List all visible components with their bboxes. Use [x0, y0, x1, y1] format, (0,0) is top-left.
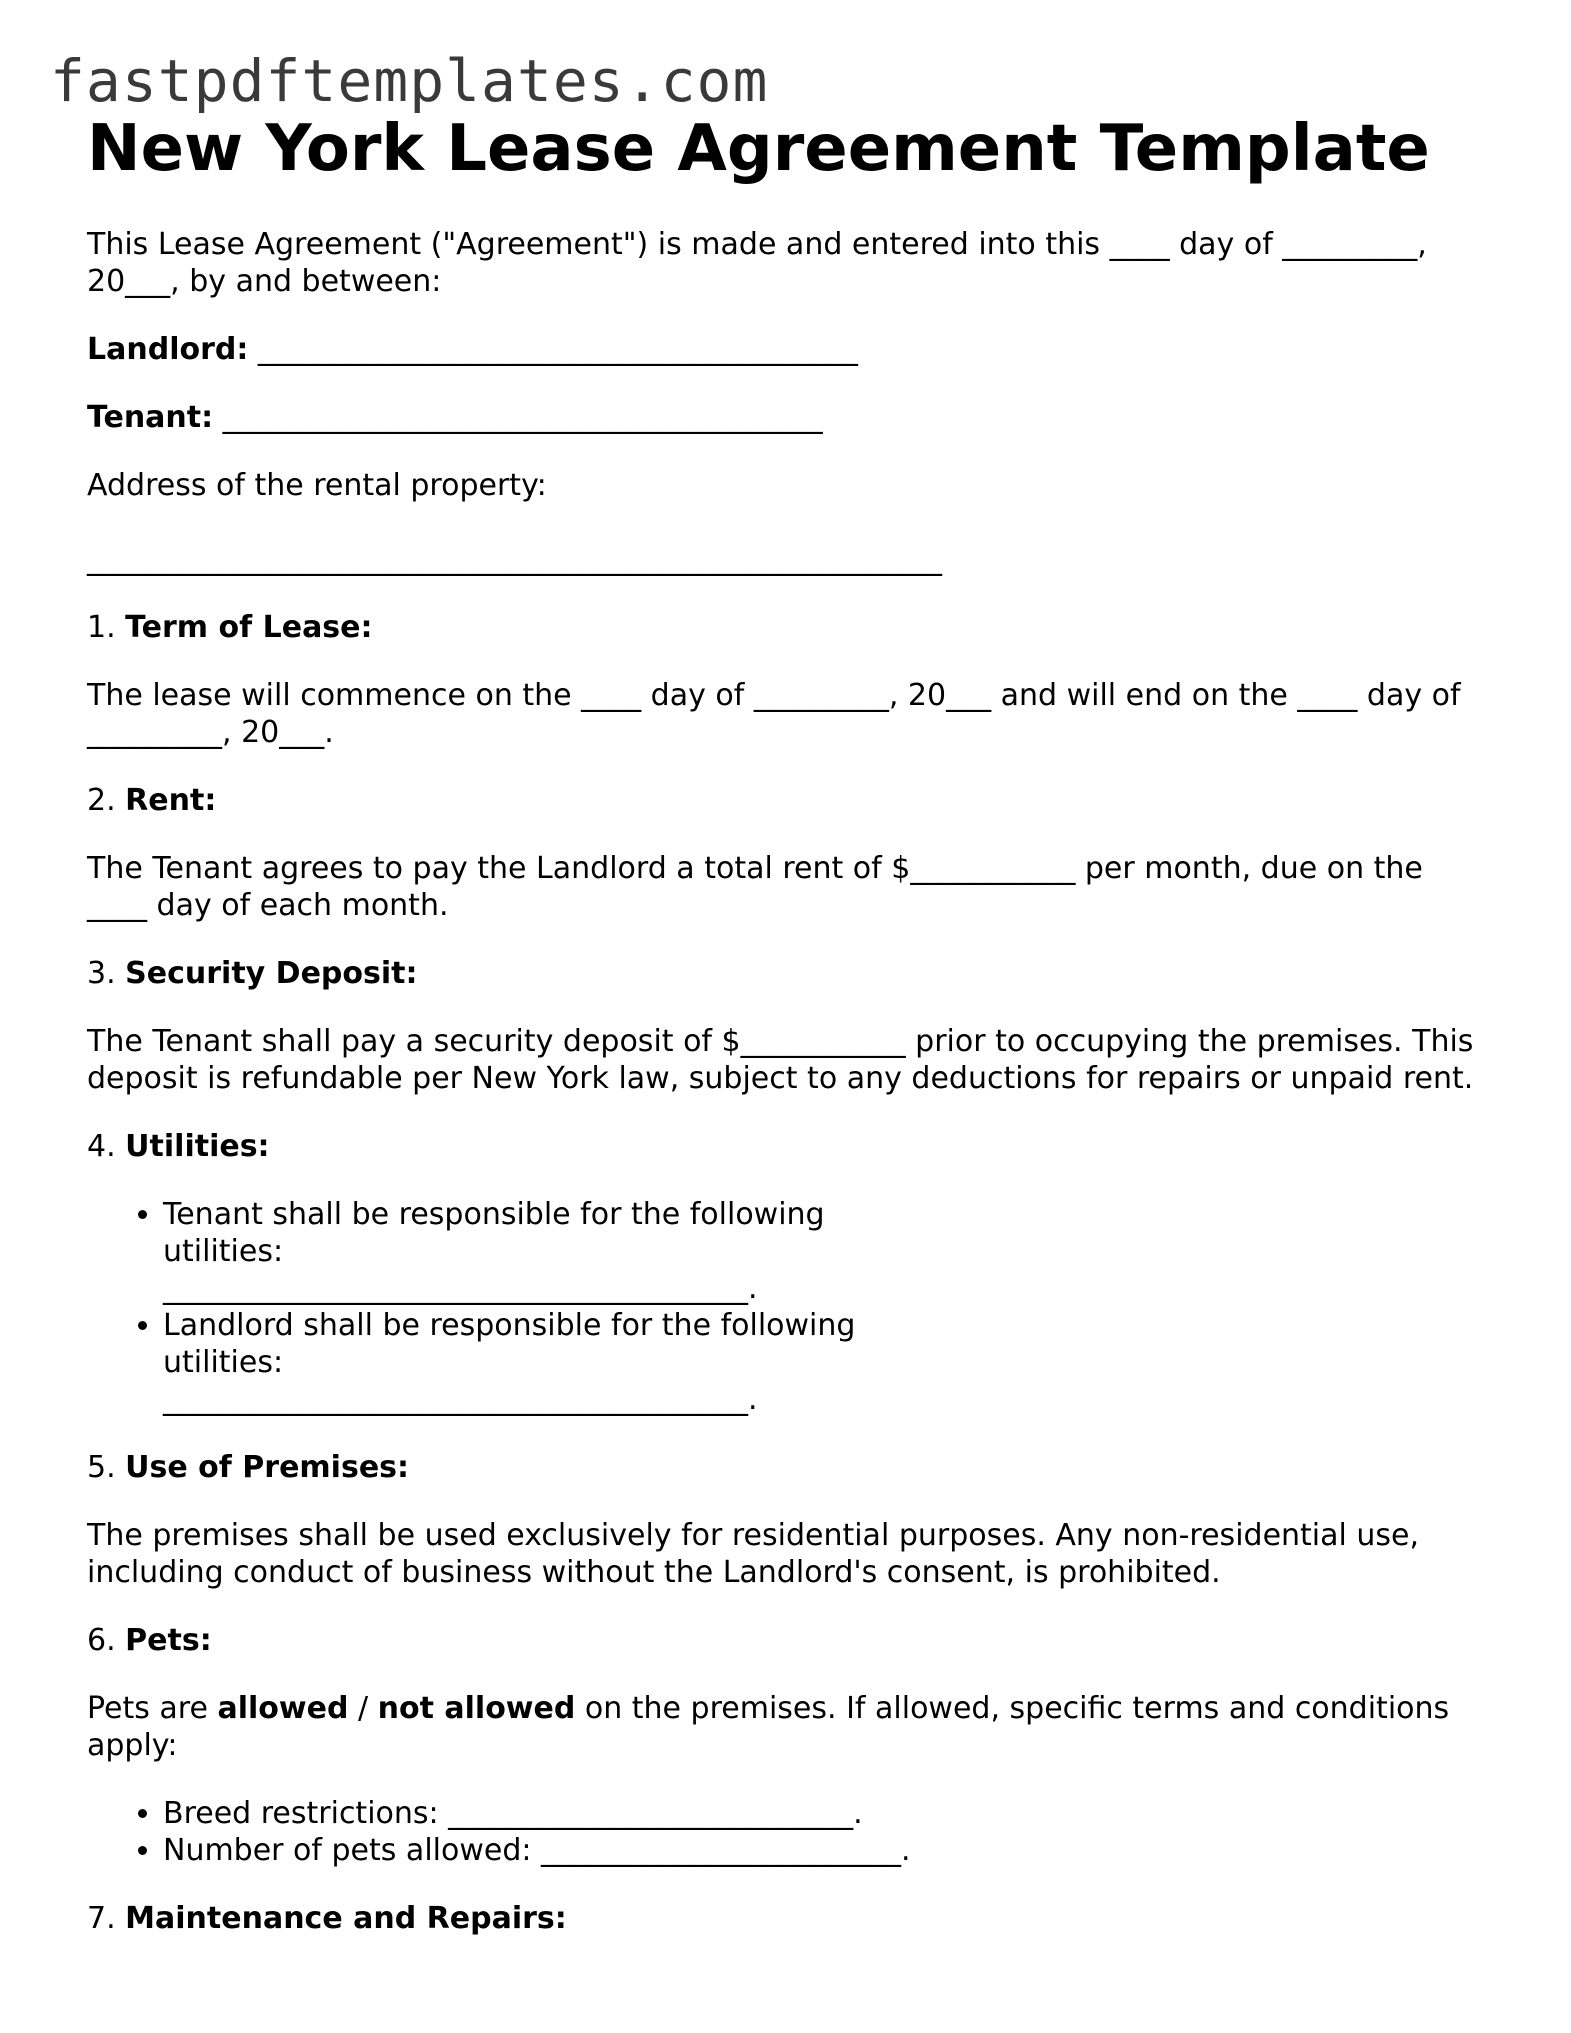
section-term-text: The lease will commence on the ____ day of _________, 20___ and will end on the ____ day of _________, 20___. — [87, 678, 1461, 750]
page-title: New York Lease Agreement Template — [87, 112, 1430, 186]
landlord-label: Landlord: — [87, 332, 249, 367]
pets-allowed-option: allowed — [217, 1691, 349, 1726]
utilities-list — [87, 1196, 863, 1418]
pets-slash: / — [348, 1691, 378, 1726]
list-item: • Breed restrictions: ___________________________. — [163, 1795, 1487, 1832]
address-blank: _________________________________________________________ — [87, 542, 942, 577]
section-number: 5. — [87, 1450, 126, 1485]
section-term-heading — [87, 609, 1487, 646]
tenant-blank: ________________________________________ — [213, 400, 823, 435]
section-deposit-heading — [87, 955, 1487, 992]
section-title: Security Deposit: — [125, 956, 418, 991]
tenant-line — [87, 399, 1487, 436]
section-title: Rent: — [125, 783, 217, 818]
pets-not-allowed-option: not allowed — [377, 1691, 576, 1726]
section-pets-heading — [87, 1622, 1487, 1659]
section-pets-text — [87, 1690, 1487, 1764]
pets-text-prefix: Pets are — [87, 1691, 218, 1726]
section-title: Use of Premises: — [125, 1450, 410, 1485]
pets-list — [87, 1795, 1487, 1869]
landlord-blank: ________________________________________ — [248, 332, 858, 367]
list-item: • Number of pets allowed: ________________________. — [163, 1832, 1487, 1869]
section-title: Pets: — [125, 1623, 212, 1658]
section-rent-text: The Tenant agrees to pay the Landlord a total rent of $___________ per month, due on the ____ day of each month. — [87, 851, 1423, 923]
section-number: 3. — [87, 956, 126, 991]
list-item: • Tenant shall be responsible for the following utilities: _______________________________________. — [163, 1196, 863, 1307]
section-number: 6. — [87, 1623, 126, 1658]
list-item: • Landlord shall be responsible for the following utilities: _______________________________________. — [163, 1307, 863, 1418]
section-deposit-text: The Tenant shall pay a security deposit of $___________ prior to occupying the premises. This deposit is refundable per New York law, subject to any deductions for repairs or unpaid rent. — [87, 1024, 1474, 1096]
section-title: Term of Lease: — [125, 610, 373, 645]
document-page — [87, 112, 1487, 1968]
section-maintenance-heading — [87, 1900, 1487, 1937]
section-premises-text: The premises shall be used exclusively for residential purposes. Any non-residential use, including conduct of business without the Landlord's consent, is prohibited. — [87, 1518, 1420, 1590]
intro-paragraph: This Lease Agreement ("Agreement") is made and entered into this ____ day of _________, 20___, by and between: — [87, 227, 1427, 299]
section-number: 7. — [87, 1901, 126, 1936]
section-rent-heading — [87, 782, 1487, 819]
section-number: 4. — [87, 1129, 126, 1164]
address-label: Address of the rental property: — [87, 468, 547, 503]
section-title: Utilities: — [125, 1129, 270, 1164]
section-number: 2. — [87, 783, 126, 818]
pets-text-suffix: on the premises. If allowed, specific terms and conditions apply: — [87, 1691, 1450, 1763]
section-title: Maintenance and Repairs: — [125, 1901, 567, 1936]
tenant-label: Tenant: — [87, 400, 214, 435]
watermark-text: fastpdftemplates.com — [50, 47, 769, 115]
landlord-line — [87, 331, 1487, 368]
section-number: 1. — [87, 610, 126, 645]
section-premises-heading — [87, 1449, 1487, 1486]
section-utilities-heading — [87, 1128, 1487, 1165]
